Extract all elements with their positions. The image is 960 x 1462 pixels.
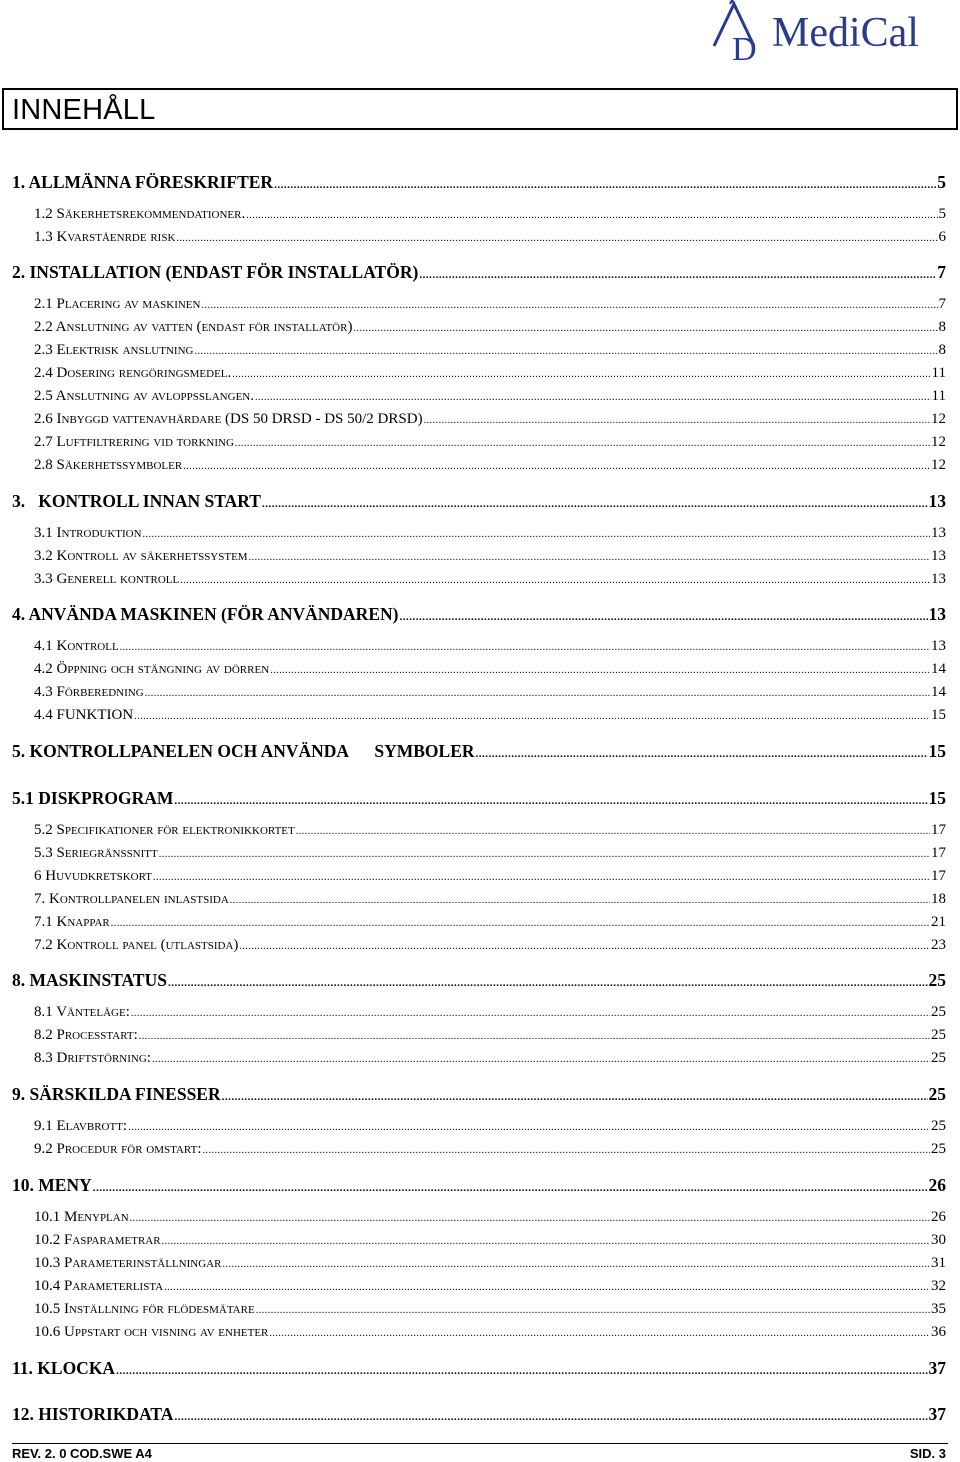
toc-entry-label: 1.3 Kvarståenrde risk — [34, 229, 176, 245]
toc-entry-page: 35 — [931, 1301, 946, 1317]
toc-dot-leader — [176, 233, 937, 244]
toc-entry-label: 8.1 Vänteläge: — [34, 1004, 130, 1020]
toc-subsection-entry[interactable] — [34, 229, 946, 246]
toc-dot-leader — [145, 688, 930, 699]
toc-entry-label: 2.3 Elektrisk anslutning — [34, 342, 194, 358]
toc-entry-label: 10.5 Inställning för flödesmätare — [34, 1301, 255, 1317]
toc-entry-page: 7 — [937, 262, 946, 282]
toc-entry-label: 8. MASKINSTATUS — [12, 970, 167, 990]
toc-dot-leader — [134, 711, 930, 722]
toc-section-entry[interactable] — [12, 1404, 946, 1425]
toc-dot-leader — [230, 895, 930, 906]
toc-entry-label: 4. ANVÄNDA MASKINEN (FÖR ANVÄNDAREN) — [12, 604, 399, 624]
toc-entry-label: 5. KONTROLLPANELEN OCH ANVÄNDA SYMBOLER — [12, 741, 475, 761]
toc-subsection-entry[interactable] — [34, 1232, 946, 1249]
toc-dot-leader — [130, 1213, 930, 1224]
toc-entry-label: 2.8 Säkerhetssymboler — [34, 457, 183, 473]
toc-entry-page: 15 — [928, 741, 946, 761]
toc-entry-label: 9. SÄRSKILDA FINESSER — [12, 1084, 221, 1104]
toc-entry-label: 10. MENY — [12, 1175, 92, 1195]
toc-entry-page: 15 — [928, 788, 946, 808]
toc-dot-leader — [262, 498, 928, 510]
toc-entry-label: 4.1 Kontroll — [34, 638, 119, 654]
toc-entry-page: 12 — [931, 434, 946, 450]
toc-section-entry[interactable] — [12, 741, 946, 762]
toc-dot-leader — [159, 849, 930, 860]
toc-entry-page: 32 — [931, 1278, 946, 1294]
toc-entry-label: 11. KLOCKA — [12, 1358, 116, 1378]
toc-entry-label: 2.5 Anslutning av avloppsslangen. — [34, 388, 254, 404]
toc-subsection-entry[interactable] — [34, 1324, 946, 1341]
toc-entry-page: 25 — [928, 1084, 946, 1104]
toc-dot-leader — [239, 941, 930, 952]
toc-subsection-entry[interactable] — [34, 661, 946, 678]
toc-entry-label: 3.1 Introduktion — [34, 525, 142, 541]
toc-entry-page: 15 — [931, 707, 946, 723]
toc-entry-label: 10.6 Uppstart och visning av enheter — [34, 1324, 269, 1340]
toc-entry-page: 13 — [931, 638, 946, 654]
toc-entry-page: 14 — [931, 684, 946, 700]
toc-entry-page: 25 — [931, 1141, 946, 1157]
toc-section-entry[interactable] — [12, 491, 946, 512]
toc-subsection-entry[interactable] — [34, 296, 946, 313]
toc-entry-page: 18 — [931, 891, 946, 907]
toc-entry-label: 2.4 Dosering rengöringsmedel. — [34, 365, 232, 381]
toc-entry-page: 13 — [931, 525, 946, 541]
toc-dot-leader — [203, 1145, 931, 1156]
logo-brand-text: MediCal — [772, 10, 919, 56]
toc-entry-label: 2.6 Inbyggd vattenavhärdare (DS 50 DRSD - DS 50/2 DRSD) — [34, 411, 423, 427]
toc-entry-page: 25 — [931, 1118, 946, 1134]
toc-dot-leader — [152, 1054, 930, 1065]
toc-dot-leader — [131, 1008, 930, 1019]
toc-entry-label: 5.3 Seriegränssnitt — [34, 845, 158, 861]
toc-dot-leader — [235, 438, 930, 449]
toc-entry-label: 12. HISTORIKDATA — [12, 1404, 174, 1424]
toc-entry-page: 8 — [938, 342, 946, 358]
toc-entry-page: 25 — [931, 1004, 946, 1020]
toc-entry-page: 12 — [931, 457, 946, 473]
toc-entry-label: 1.2 Säkerhetsrekommendationer. — [34, 206, 246, 222]
toc-entry-label: 3. KONTROLL INNAN START — [12, 491, 261, 511]
toc-entry-page: 17 — [931, 822, 946, 838]
toc-entry-label: 8.3 Driftstörning: — [34, 1050, 151, 1066]
toc-entry-page: 13 — [928, 604, 946, 624]
toc-subsection-entry[interactable] — [34, 638, 946, 655]
toc-entry-label: 5.2 Specifikationer för elektronikkortet — [34, 822, 295, 838]
logo-d-letter: D — [732, 31, 757, 64]
toc-entry-page: 23 — [931, 937, 946, 953]
toc-entry-page: 25 — [931, 1027, 946, 1043]
toc-entry-page: 26 — [928, 1175, 946, 1195]
toc-entry-label: 10.1 Menyplan — [34, 1209, 129, 1225]
page-title: INNEHÅLL — [12, 94, 156, 126]
toc-entry-label: 2.2 Anslutning av vatten (endast för installatör) — [34, 319, 353, 335]
toc-dot-leader — [256, 1305, 930, 1316]
toc-dot-leader — [153, 872, 930, 883]
toc-entry-page: 14 — [931, 661, 946, 677]
toc-dot-leader — [246, 210, 937, 221]
footer-divider — [12, 1443, 948, 1444]
toc-subsection-entry[interactable] — [34, 1027, 946, 1044]
toc-entry-label: 9.1 Elavbrott: — [34, 1118, 128, 1134]
toc-entry-label: 2. INSTALLATION (ENDAST FÖR INSTALLATÖR) — [12, 262, 419, 282]
toc-subsection-entry[interactable] — [34, 1209, 946, 1226]
toc-entry-label: 10.2 Fasparametrar — [34, 1232, 161, 1248]
toc-subsection-entry[interactable] — [34, 845, 946, 862]
toc-dot-leader — [164, 1282, 930, 1293]
toc-entry-page: 12 — [931, 411, 946, 427]
toc-entry-label: 3.3 Generell kontroll — [34, 571, 180, 587]
toc-subsection-entry[interactable] — [34, 1301, 946, 1318]
toc-entry-page: 6 — [938, 229, 946, 245]
toc-entry-page: 11 — [931, 365, 946, 381]
toc-dot-leader — [201, 300, 937, 311]
toc-dot-leader — [419, 269, 936, 281]
toc-entry-page: 17 — [931, 868, 946, 884]
toc-entry-page: 5 — [937, 172, 946, 192]
toc-subsection-entry[interactable] — [34, 1118, 946, 1135]
toc-entry-page: 8 — [938, 319, 946, 335]
toc-subsection-entry[interactable] — [34, 342, 946, 359]
toc-subsection-entry[interactable] — [34, 822, 946, 839]
toc-entry-page: 7 — [938, 296, 946, 312]
toc-entry-label: 4.4 FUNKTION — [34, 707, 134, 723]
toc-subsection-entry[interactable] — [34, 707, 946, 724]
toc-dot-leader — [168, 977, 928, 989]
toc-entry-page: 13 — [931, 571, 946, 587]
toc-dot-leader — [476, 748, 928, 760]
toc-subsection-entry[interactable] — [34, 914, 946, 931]
toc-dot-leader — [116, 1365, 927, 1377]
toc-subsection-entry[interactable] — [34, 206, 946, 223]
toc-entry-label: 9.2 Procedur för omstart: — [34, 1141, 202, 1157]
toc-entry-page: 36 — [931, 1324, 946, 1340]
toc-dot-leader — [399, 611, 927, 623]
toc-subsection-entry[interactable] — [34, 388, 946, 405]
toc-dot-leader — [120, 642, 930, 653]
toc-entry-page: 25 — [931, 1050, 946, 1066]
toc-section-entry[interactable] — [12, 970, 946, 991]
toc-entry-page: 26 — [931, 1209, 946, 1225]
toc-dot-leader — [162, 1236, 930, 1247]
toc-entry-label: 7.2 Kontroll panel (utlastsida) — [34, 937, 239, 953]
toc-entry-page: 30 — [931, 1232, 946, 1248]
toc-subsection-entry[interactable] — [34, 868, 946, 885]
toc-dot-leader — [274, 179, 936, 191]
toc-entry-page: 37 — [928, 1404, 946, 1424]
toc-entry-label: 8.2 Processtart: — [34, 1027, 138, 1043]
toc-dot-leader — [183, 461, 930, 472]
toc-entry-label: 5.1 DISKPROGRAM — [12, 788, 174, 808]
toc-subsection-entry[interactable] — [34, 1278, 946, 1295]
toc-section-entry[interactable] — [12, 604, 946, 625]
toc-entry-page: 13 — [928, 491, 946, 511]
toc-entry-label: 1. ALLMÄNNA FÖRESKRIFTER — [12, 172, 274, 192]
toc-entry-page: 17 — [931, 845, 946, 861]
toc-section-entry[interactable] — [12, 1084, 946, 1105]
toc-section-entry[interactable] — [12, 262, 946, 283]
toc-section-entry[interactable] — [12, 1175, 946, 1196]
toc-dot-leader — [174, 1411, 927, 1423]
toc-subsection-entry[interactable] — [34, 1255, 946, 1272]
toc-subsection-entry[interactable] — [34, 548, 946, 565]
toc-subsection-entry[interactable] — [34, 571, 946, 588]
toc-entry-page: 37 — [928, 1358, 946, 1378]
toc-entry-page: 11 — [931, 388, 946, 404]
toc-subsection-entry[interactable] — [34, 457, 946, 474]
toc-dot-leader — [174, 795, 927, 807]
toc-subsection-entry[interactable] — [34, 319, 946, 336]
toc-entry-page: 31 — [931, 1255, 946, 1271]
toc-dot-leader — [194, 346, 937, 357]
toc-dot-leader — [270, 665, 930, 676]
toc-subsection-entry[interactable] — [34, 1050, 946, 1067]
toc-dot-leader — [128, 1122, 930, 1133]
toc-dot-leader — [180, 575, 930, 586]
footer-revision: REV. 2. 0 COD.SWE A4 — [12, 1446, 152, 1461]
toc-dot-leader — [93, 1182, 928, 1194]
toc-subsection-entry[interactable] — [34, 684, 946, 701]
toc-entry-page: 21 — [931, 914, 946, 930]
toc-section-entry[interactable] — [12, 788, 946, 809]
toc-entry-label: 6 Huvudkretskort — [34, 868, 152, 884]
toc-dot-leader — [296, 826, 930, 837]
toc-entry-label: 7.1 Knappar — [34, 914, 110, 930]
toc-entry-label: 2.1 Placering av maskinen — [34, 296, 201, 312]
toc-subsection-entry[interactable] — [34, 1004, 946, 1021]
toc-section-entry[interactable] — [12, 172, 946, 193]
toc-entry-label: 7. Kontrollpanelen inlastsida — [34, 891, 229, 907]
toc-subsection-entry[interactable] — [34, 434, 946, 451]
toc-dot-leader — [353, 323, 937, 334]
toc-dot-leader — [139, 1031, 930, 1042]
toc-entry-label: 10.4 Parameterlista — [34, 1278, 164, 1294]
toc-entry-label: 4.2 Öppning och stängning av dörren — [34, 661, 270, 677]
toc-subsection-entry[interactable] — [34, 411, 946, 428]
toc-dot-leader — [111, 918, 930, 929]
toc-dot-leader — [232, 369, 930, 380]
toc-entry-label: 3.2 Kontroll av säkerhetssystem — [34, 548, 248, 564]
toc-section-entry[interactable] — [12, 1358, 946, 1379]
toc-dot-leader — [424, 415, 930, 426]
toc-dot-leader — [222, 1091, 928, 1103]
toc-dot-leader — [255, 392, 931, 403]
toc-entry-page: 13 — [931, 548, 946, 564]
toc-subsection-entry[interactable] — [34, 937, 946, 954]
toc-subsection-entry[interactable] — [34, 1141, 946, 1158]
toc-subsection-entry[interactable] — [34, 525, 946, 542]
toc-dot-leader — [222, 1259, 930, 1270]
toc-entry-page: 25 — [928, 970, 946, 990]
toc-dot-leader — [269, 1328, 930, 1339]
toc-entry-label: 4.3 Förberedning — [34, 684, 144, 700]
toc-entry-page: 5 — [938, 206, 946, 222]
toc-subsection-entry[interactable] — [34, 891, 946, 908]
toc-subsection-entry[interactable] — [34, 365, 946, 382]
toc-entry-label: 2.7 Luftfiltrering vid torkning — [34, 434, 234, 450]
footer-page-number: SID. 3 — [909, 1446, 946, 1461]
toc-dot-leader — [143, 529, 930, 540]
toc-entry-label: 10.3 Parameterinställningar — [34, 1255, 222, 1271]
toc-dot-leader — [249, 552, 930, 563]
